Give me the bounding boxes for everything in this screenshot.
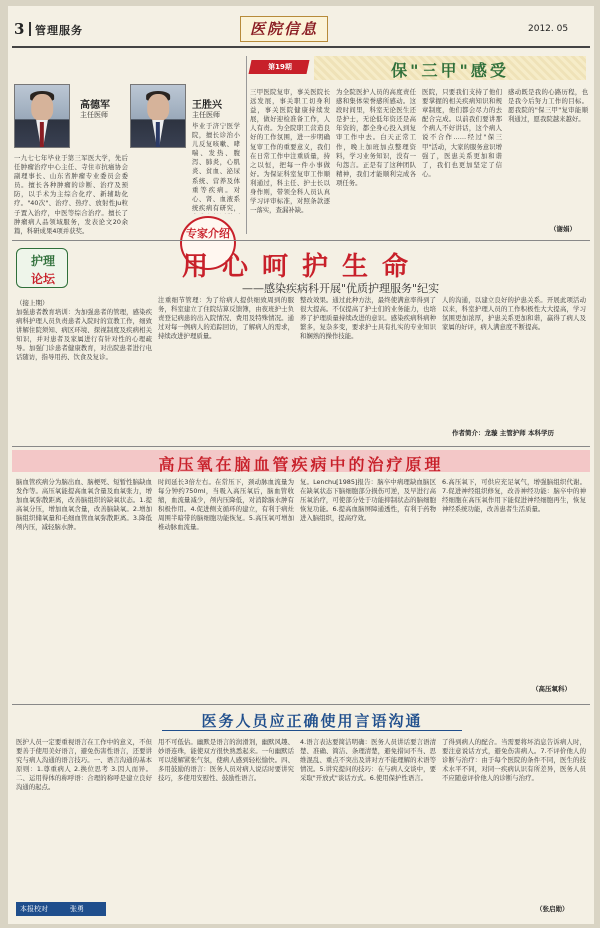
nursing-badge-line2: 论坛 bbox=[30, 272, 55, 286]
nursing-author-note: 作者简介：龙璇 主管护师 本科学历 bbox=[452, 429, 555, 437]
divider-3 bbox=[12, 704, 590, 705]
hbo-col3: 复。Lenchu[1985]报告：脑卒中病理缺血脑区在缺氧状态下脑细胞部分损伤可逆，及早进行高压氧治疗，可使部分处于功能抑制状态的脑细胞恢复功能。6.提高血脑屏障通透性，有利于药物进入脑组织，提高疗效。 bbox=[300, 478, 436, 523]
hbo-author: （高压氧科） bbox=[532, 685, 571, 693]
expert2-name: 王胜兴 bbox=[192, 100, 222, 111]
nursing-badge-line1: 护理 bbox=[30, 254, 55, 268]
comm-col1: 医护人员一定要重视语言在工作中的意义，不但要善于使用美好语言，避免伤害性语言，还要讲究与病人沟通的语言技巧。一、语言沟通的基本原则：1.尊重病人 2.换位思考 3.因人而异。二、运用得体的称呼语：合理的称呼是建立良好沟通的起点。 bbox=[16, 738, 152, 792]
nursing-col1: 加强患者教育培训：为加强患者的管理，感染疾病科护理人员负责患者入院时的宣教工作，细致讲解住院须知、病区环境、探视制度及疾病相关知识，并对患者及家属进行有针对性的心理疏导。加强门诊患者健康教育，对出院患者进行电话随访，指导用药、饮食及复诊。 bbox=[16, 308, 152, 362]
expert2-title: 主任医师 bbox=[192, 111, 220, 119]
nursing-col4: 人的沟通，以建立良好的护患关系。开展此项活动以来，科室护理人员的工作积极性大大提高，学习氛围更加浓厚，护患关系更加和谐，赢得了病人及家属的好评，病人满意度不断提高。 bbox=[442, 296, 586, 332]
masthead-title: 医院信息 bbox=[249, 20, 318, 38]
comm-author: （张启勋） bbox=[536, 905, 569, 913]
expert2-bio: 毕业于济宁医学院，擅长诊治小儿反复咳嗽、哮喘、发热、腹泻、肺炎，心肌炎、贫血、泌尿系统、营养及体重等疾病。对心、肾、血液系统疾病有研究， bbox=[192, 122, 240, 212]
expert-section bbox=[12, 54, 242, 244]
nursing-col2: 注重细节管理：为了给病人提供细致周到的服务，科室建立了住院结算反馈簿，由夜班护士负责登记病患的出入院情况、费用及特殊情况。通过对每一例病人的追踪回访，了解病人的需求，持续改进护理质量。 bbox=[158, 296, 294, 341]
expert1-title: 主任医师 bbox=[80, 111, 108, 119]
nursing-badge bbox=[16, 248, 68, 288]
newspaper-page bbox=[8, 6, 594, 924]
expert2-photo bbox=[130, 84, 186, 148]
comm-col3: 4.语言表达要简洁明确：医务人员讲话要言语清楚、准确、简洁、条理清楚，避免措词不当、思维混乱、重点不突出及讲对方不能理解的术语等情况。5.讲究提问的技巧：在与病人交谈中，要采取"开放式"谈话方式。6.使用保护性语言。 bbox=[300, 738, 436, 783]
page-number: 3 bbox=[14, 20, 25, 38]
page-header bbox=[8, 6, 594, 50]
feature-col4: 感动既是我的心路历程，也是我今后努力工作的目标。愿我院的"保三甲"复审能顺利通过，愿我院越来越好。 bbox=[508, 88, 588, 124]
divider-1 bbox=[12, 240, 590, 241]
feature-tag-text: 第19期 bbox=[268, 63, 292, 71]
divider-2 bbox=[12, 446, 590, 447]
hbo-title: 高压氧在脑血管疾病中的治疗原理 bbox=[158, 455, 444, 474]
nursing-title: 用心呵护生命 bbox=[181, 252, 422, 282]
nursing-col3: 整改效果。通过此种方法，最终使满意率得到了很大提高。不仅提高了护士们的业务能力，也培养了护理质量持续改进的意识。感染疾病科病种繁多，复杂多变，要求护士具有扎实的专业知识和娴熟的操作技能。 bbox=[300, 296, 436, 341]
hbo-section bbox=[12, 450, 590, 702]
comm-title: 医务人员应正确使用言语沟通 bbox=[201, 712, 423, 730]
feature-author: （谢娟） bbox=[550, 225, 576, 233]
comm-section bbox=[12, 708, 590, 920]
expert1-name: 高德军 bbox=[80, 100, 110, 111]
feature-section bbox=[250, 54, 592, 238]
hbo-col1: 脑血管疾病分为脑出血、脑梗死、短暂性脑缺血发作等。高压氧能提高血氧含量及血氧张力，增加血氧弥散距离，改善脑组织的缺氧状态。1.提高氧分压，增加血氧含量，改善脑缺氧。2.增加脑组织储氧量和毛细血管血氧弥散距离。3.降低颅内压，减轻脑水肿。 bbox=[16, 478, 152, 532]
comm-col4: 了得到病人的配合。当需要将坏消息告诉病人时，要注意说话方式，避免伤害病人。7.不评价他人的诊断与治疗：由于每个医院的条件不同，医生的技术水平不同，对同一疾病认识有所差异，医务人员不应随意评价他人的诊断与治疗。 bbox=[442, 738, 586, 783]
footer-tab bbox=[16, 902, 106, 916]
nursing-subtitle: ——感染疾病科开展"优质护理服务"纪实 bbox=[242, 282, 440, 295]
feature-title: 保"三甲"感受 bbox=[391, 61, 509, 80]
hbo-col2: 时间延长3倍左右。在常压下，颈动脉血流量为每分钟约750ml，当吸入高压氧后，脑血管收缩，血流量减少，颅内压降低，对消除脑水肿有积极作用。4.促进侧支循环的建立，有利于病灶周围半暗带的脑细胞功能恢复。5.高压氧可增加椎动脉血流量。 bbox=[158, 478, 294, 532]
issue-date: 2012. 05 bbox=[528, 24, 569, 34]
comm-col2: 用不可低估。幽默是语言的润滑剂，幽默风趣、妙语连珠，能使双方很快熟悉起来。一句幽默话可以缓解紧张气氛，使病人感到轻松愉快。四、多用鼓励的语言：医务人员对病人说话时要讲究技巧，多使用安慰性、鼓励性语言。 bbox=[158, 738, 294, 783]
expert-divider bbox=[246, 56, 247, 234]
expert1-photo bbox=[14, 84, 70, 148]
nursing-continued: （接上期） bbox=[16, 299, 49, 307]
header-rule bbox=[12, 46, 590, 48]
hbo-col4: 6.高压氧下，可供应充足氧气，增强脑组织代谢。7.促进神经组织修复，改善神经功能：脑卒中的神经细胞在高压氧作用下能促进神经细胞再生，恢复神经系统功能，改善患者生活质量。 bbox=[442, 478, 586, 514]
section-name: 管理服务 bbox=[35, 24, 83, 37]
feature-col1: 三甲医院复审，事关医院长远发展，事关职工切身利益，事关医院健康持续发展，做好迎检准备工作，人人有责。为全院职工营造良好的工作氛围，进一步明确复审工作的重要意义，我们在日常工作中注重质量，持之以恒，把每一件小事做好。为保证科室复审工作顺利通过，科主任、护士长以身作则，带领全科人员认真学习评审标准，对照条款逐一落实，查漏补缺。 bbox=[250, 88, 330, 215]
feature-col3: 医院，只要我们支持了他们要掌握的相关疾病知识和规章制度，他们都会尽力的去配合完成。以前我们要讲那个病人不好讲话，这个病人说不合作……经过"保三甲"活动，大家的服务意识增强了，医患关系更加和谐了，我们也更加坚定了信心。 bbox=[422, 88, 502, 178]
footer-tab-name: 张勇 bbox=[70, 905, 84, 913]
nursing-section bbox=[12, 244, 590, 444]
expert-badge-text: 专家介绍 bbox=[186, 227, 230, 240]
expert1-bio: 一九七七年毕业于第三军医大学，先后任肿瘤治疗中心主任、寺住市抗癌协会副理事长、山东省肿瘤专业委员会委员。擅长各种肿瘤的诊断、治疗及预防，以手术为主综合化疗、新辅助化疗。"40次"、治疗、热疗、放射性Ju粒子置入治疗，中医等综合治疗。擅长了肿瘤病人品领域服务，发表论文20余篇，科研成果4项并获奖。 bbox=[14, 154, 128, 235]
comm-title-underline bbox=[162, 730, 462, 731]
footer-tab-label: 本报校对 bbox=[20, 905, 48, 913]
feature-col2: 为全院医护人员的高度责任感和集体荣誉感所感动。这段时间里，科室无论医生还是护士，无论低年资还是高年资的，都全身心投入到复审工作中去。白天正常工作，晚上加班加点整理资料，学习业务知识，没有一句怨言。正是有了这种团队精神，我们才能顺利完成各项任务。 bbox=[336, 88, 416, 187]
header-divider-small bbox=[29, 22, 31, 36]
